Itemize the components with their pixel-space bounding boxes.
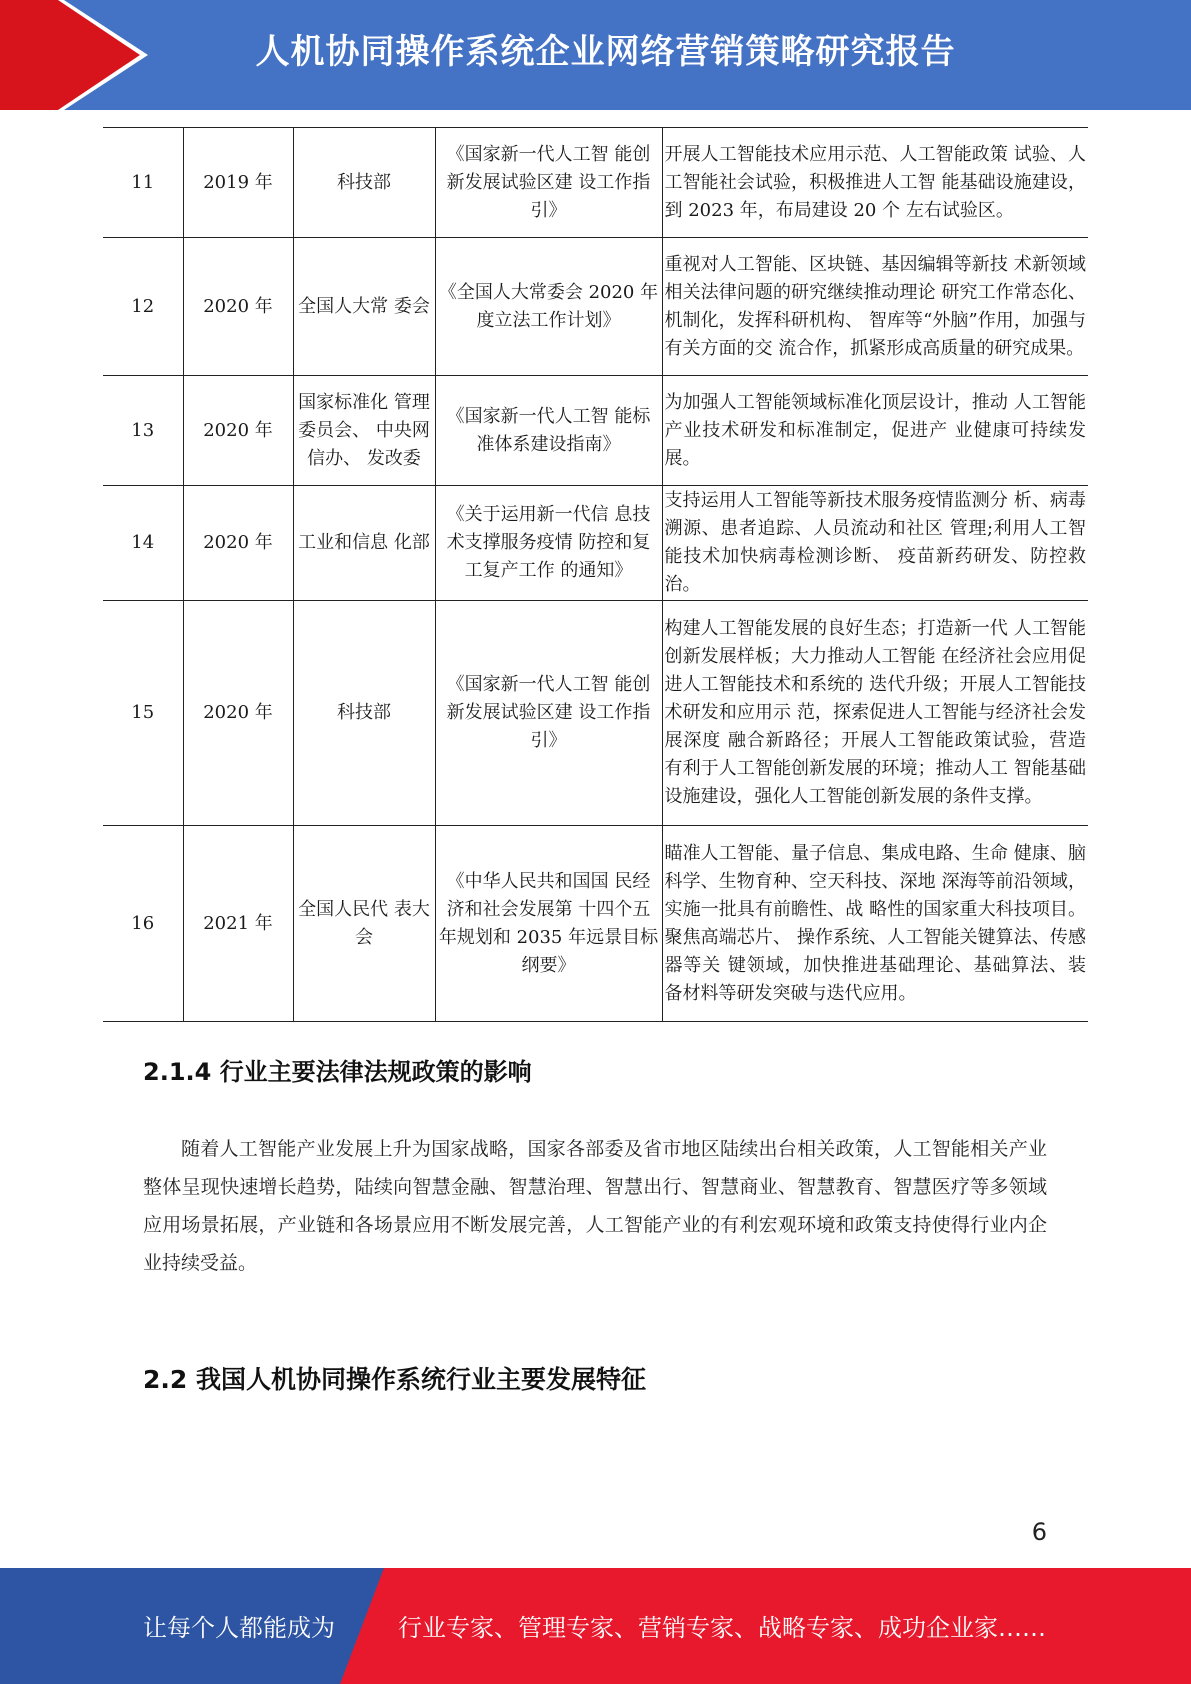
row-content: 构建人工智能发展的良好生态；打造新一代 人工智能创新发展样板；大力推动人工智能 在经济社会应用促进人工智能技术和系统的 迭代升级；开展人工智能技术研发和应用示 范，探索促进人工智能与经济社会发展深度 融合新路径；开展人工智能政策试验，营造 有利于人工智能创新发展的环境；推动人工 智能基础设施建设，强化人工智能创新发展的条件支撑。 [662,601,1088,826]
row-year: 2020 年 [183,238,293,376]
table-row [103,826,1088,1022]
row-number: 11 [103,128,183,238]
row-document: 《国家新一代人工智 能创新发展试验区建 设工作指引》 [435,601,662,826]
row-year: 2021 年 [183,826,293,1022]
page-header [0,0,1191,110]
row-number: 12 [103,238,183,376]
footer-slogan-left: 让每个人都能成为 [143,1614,335,1642]
row-document: 《中华人民共和国国 民经济和社会发展第 十四个五年规划和 2035 年远景目标纲要》 [435,826,662,1022]
row-number: 15 [103,601,183,826]
section-heading-2-1-4: 2.1.4 行业主要法律法规政策的影响 [143,1058,532,1086]
page-number: 6 [1031,1518,1047,1546]
row-department: 工业和信息 化部 [293,486,435,601]
row-document: 《全国人大常委会 2020 年度立法工作计划》 [435,238,662,376]
table-row [103,486,1088,601]
row-content: 重视对人工智能、区块链、基因编辑等新技 术新领域相关法律问题的研究继续推动理论 研究工作常态化、机制化，发挥科研机构、 智库等“外脑”作用，加强与有关方面的交 流合作，抓紧形成高质量的研究成果。 [662,238,1088,376]
row-content: 支持运用人工智能等新技术服务疫情监测分 析、病毒溯源、患者追踪、人员流动和社区 管理;利用人工智能技术加快病毒检测诊断、 疫苗新药研发、防控救治。 [662,486,1088,601]
table-row [103,238,1088,376]
row-year: 2020 年 [183,601,293,826]
footer-slogan-right: 行业专家、管理专家、营销专家、战略专家、成功企业家…… [398,1614,1046,1642]
row-document: 《国家新一代人工智 能创新发展试验区建 设工作指引》 [435,128,662,238]
policy-table [103,127,1088,1022]
row-department: 科技部 [293,128,435,238]
row-year: 2020 年 [183,376,293,486]
row-year: 2019 年 [183,128,293,238]
section-paragraph: 随着人工智能产业发展上升为国家战略，国家各部委及省市地区陆续出台相关政策，人工智能相关产业整体呈现快速增长趋势，陆续向智慧金融、智慧治理、智慧出行、智慧商业、智慧教育、智慧医疗等多领域应用场景拓展，产业链和各场景应用不断发展完善，人工智能产业的有利宏观环境和政策支持使得行业内企业持续受益。 [143,1138,1047,1274]
table-row [103,376,1088,486]
row-content: 为加强人工智能领域标准化顶层设计，推动 人工智能产业技术研发和标准制定，促进产 业健康可持续发展。 [662,376,1088,486]
row-department: 全国人大常 委会 [293,238,435,376]
row-department: 全国人民代 表大会 [293,826,435,1022]
row-number: 13 [103,376,183,486]
row-year: 2020 年 [183,486,293,601]
row-department: 国家标准化 管理委员会、 中央网信办、 发改委 [293,376,435,486]
table-row [103,128,1088,238]
report-title: 人机协同操作系统企业网络营销策略研究报告 [255,32,956,72]
row-department: 科技部 [293,601,435,826]
row-content: 开展人工智能技术应用示范、人工智能政策 试验、人工智能社会试验，积极推进人工智 能基础设施建设，到 2023 年，布局建设 20 个 左右试验区。 [662,128,1088,238]
row-number: 14 [103,486,183,601]
row-document: 《国家新一代人工智 能标准体系建设指南》 [435,376,662,486]
row-number: 16 [103,826,183,1022]
row-content: 瞄准人工智能、量子信息、集成电路、生命 健康、脑科学、生物育种、空天科技、深地 深海等前沿领域，实施一批具有前瞻性、战 略性的国家重大科技项目。聚焦高端芯片、 操作系统、人工智能关键算法、传感器等关 键领域，加快推进基础理论、基础算法、装 备材料等研发突破与迭代应用。 [662,826,1088,1022]
section-heading-2-2: 2.2 我国人机协同操作系统行业主要发展特征 [143,1365,646,1394]
table-row [103,601,1088,826]
page-footer [0,1568,1191,1684]
row-document: 《关于运用新一代信 息技术支撑服务疫情 防控和复工复产工作 的通知》 [435,486,662,601]
